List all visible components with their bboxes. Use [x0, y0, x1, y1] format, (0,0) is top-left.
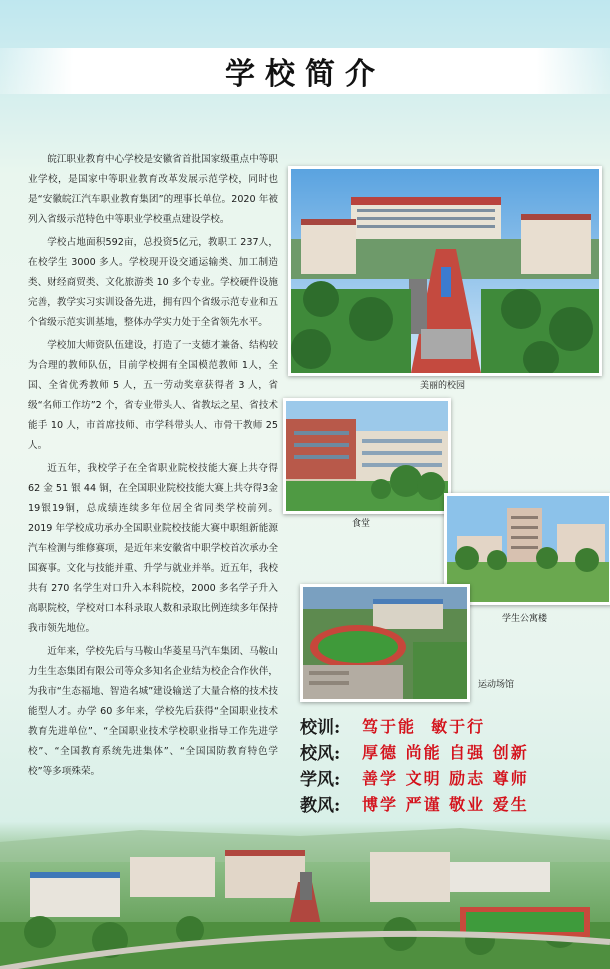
page-title: 学校简介: [225, 57, 385, 92]
motto-label: 校风:: [300, 743, 341, 764]
campus-caption: 美丽的校园: [420, 381, 466, 391]
canteen-caption: 食堂: [352, 519, 371, 529]
intro-text: [28, 150, 278, 785]
intro-paragraph-2: 学校占地面积592亩，总投资5亿元，教职工 237人，在校学生 3000 多人。学校现开设交通运输类、加工制造类、财经商贸类、文化旅游类 10 多个专业。学校硬件设施完善，教学实习实训设备先进，拥有四个省级示范专业和五个省级示范实训基地，整体办学实力处于全省领先水平。: [28, 237, 278, 328]
aerial-campus-image: [0, 822, 610, 969]
title-banner: [0, 48, 610, 94]
stadium-photo: [300, 584, 470, 702]
canteen-photo: [283, 398, 451, 514]
motto-value: 笃于能 敏于行: [362, 716, 486, 736]
motto-row-school-motto: [300, 712, 600, 738]
stadium-caption: 运动场馆: [478, 680, 515, 690]
motto-row-study-style: [300, 764, 600, 790]
intro-paragraph-4: 近五年，我校学子在全省职业院校技能大赛上共夺得 62 金 51 银 44 铜，在全国职业院校技能大赛上共夺得3金19银19铜，总成绩连续多年位居全省同类学校前列。2019 年学校成功承办全国职业院校技能大赛中职组新能源汽车检测与维修赛项，是近年来安徽省中职学校首次承办全国赛事。文化与技能并重、升学与就业并举。近五年，我校共有 270 名学生对口升入本科院校，2000 多名学子升入高职院校，学校对口本科录取人数和录取比例连续多年保持我市领先地位。: [28, 463, 278, 634]
motto-block: [300, 712, 600, 816]
campus-photo: [288, 166, 602, 376]
motto-label: 学风:: [300, 769, 341, 790]
motto-value: 厚德 尚能 自强 创新: [362, 742, 529, 762]
motto-label: 教风:: [300, 795, 341, 816]
dorm-caption: 学生公寓楼: [502, 614, 548, 624]
motto-value: 博学 严谨 敬业 爱生: [362, 794, 529, 814]
intro-paragraph-1: 皖江职业教育中心学校是安徽省首批国家级重点中等职业学校，是国家中等职业教育改革发展示范学校，同时也是“安徽皖江汽车职业教育集团”的理事长单位。2020 年被列入省级示范特色中等职业学校重点建设学校。: [28, 154, 278, 225]
motto-label: 校训:: [300, 717, 341, 738]
intro-paragraph-3: 学校加大师资队伍建设，打造了一支德才兼备、结构较为合理的教师队伍，目前学校拥有全国模范教师 1人，全国、全省优秀教师 5 人，五一劳动奖章获得者 3 人，省级“名师工作坊”2 个，省专业带头人、省教坛之星、省技术能手 10 人，市首席技师、市学科带头人、市骨干教师 25 人。: [28, 340, 278, 451]
motto-value: 善学 文明 励志 尊师: [362, 768, 529, 788]
motto-row-school-spirit: [300, 738, 600, 764]
motto-row-teaching-style: [300, 790, 600, 816]
intro-paragraph-5: 近年来，学校先后与马鞍山华菱星马汽车集团、马鞍山力生生态集团有限公司等众多知名企业结为校企合作伙伴，为我市“生态福地、智造名城”建设输送了大量合格的技术技能型人才。办学 60 多年来，学校先后获得“全国职业技术教育先进单位”、“全国职业技术学校职业指导工作先进学校”、“全国教育系统先进集体”、“全国国防教育特色学校”等多项殊荣。: [28, 646, 278, 777]
